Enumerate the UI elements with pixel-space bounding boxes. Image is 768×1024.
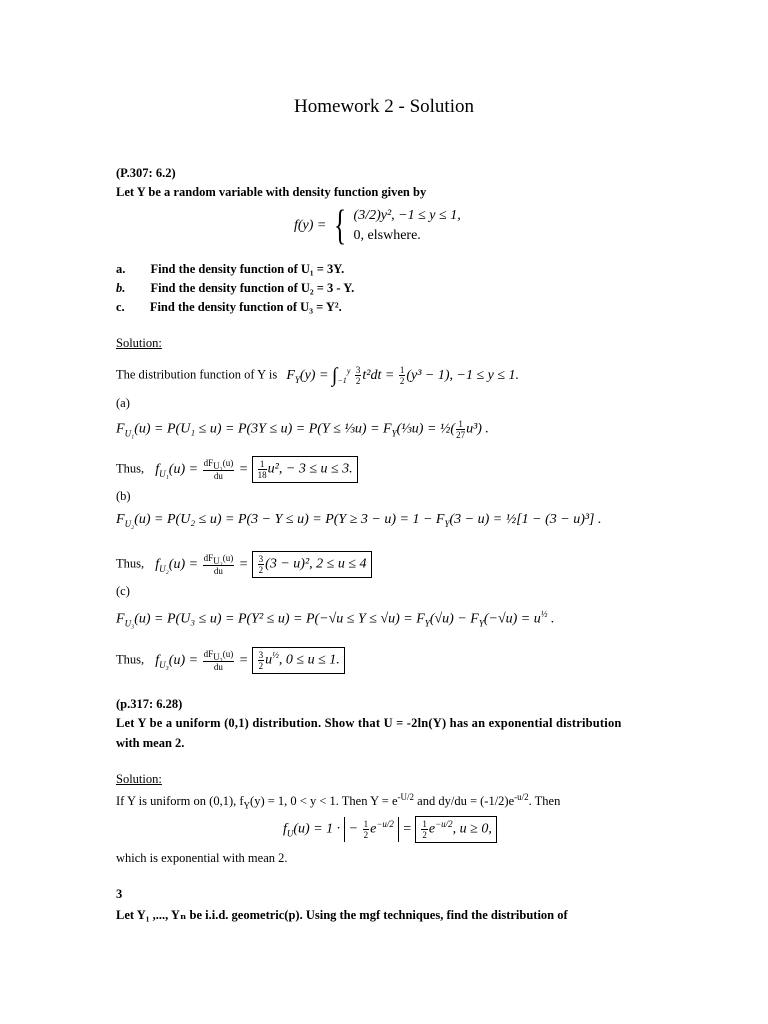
fraction-1-18: $\frac{1}{18}$ [257, 459, 267, 480]
p2-pdf-box-text: , u ≥ 0, [452, 821, 492, 837]
b-label: (b) [116, 489, 131, 503]
problem2-ref: (p.317: 6.28) [116, 697, 183, 711]
cdf-intro: The distribution function of Y is [116, 367, 278, 382]
density-case-2: 0, elswhere. [353, 228, 421, 243]
a-pdf-box-text: u², − 3 ≤ u ≤ 3. [267, 461, 353, 477]
a-pdf: $f_{U_1}(u)$ = $\frac{dF_{U_1}(u)}{du}$ = $\frac{1}{18}$ u², − 3 ≤ u ≤ 3. [155, 462, 357, 477]
page-title: Homework 2 - Solution [294, 96, 474, 117]
p2-sol-b: (y) = 1, 0 < y < 1. Then Y = e [250, 794, 398, 809]
problem1-statement: Let Y be a random variable with density function given by [116, 185, 427, 199]
deriv-c: $\frac{dF_{U_3}(u)}{du}$ [203, 648, 234, 673]
part-b [116, 281, 354, 296]
deriv-b: $\frac{dF_{U_2}(u)}{du}$ [203, 552, 234, 577]
b-pdf-line [116, 551, 372, 578]
b-cdf-tail: (3 − u) = ½[1 − (3 − u)³] . [449, 512, 602, 527]
thus-a: Thus, [116, 461, 145, 476]
p2-pdf-box: $\frac{1}{2}$ $e^{-u/2}$, u ≥ 0, [415, 816, 496, 843]
a-cdf: (u) = P(U₁ ≤ u) = P(3Y ≤ u) = P(Y ≤ ⅓u) = F [134, 421, 392, 437]
a-cdf-end: u³) . [466, 421, 489, 437]
p2-conclusion: which is exponential with mean 2. [116, 851, 288, 865]
a-label: (a) [116, 396, 130, 410]
p2-pdf-f: f [283, 821, 287, 837]
p2-sol-c: and dy/du = (-1/2)e [414, 794, 515, 809]
c-pdf-box-u: u [265, 652, 273, 668]
part-b-label: b. [116, 281, 126, 295]
p2-pdf-line: $f_U(u) = 1$ · − $\frac{1}{2}$ $e^{-u/2}$ = $\frac{1}{2}$ $e^{-u/2}$, u ≥ 0, [283, 816, 497, 843]
cdf-line [116, 364, 519, 387]
b-cdf-line: $F_{U_2}(u) = P(U_2 \le u) = P(3 - Y \le u) = P(Y \ge 3 - u) = 1 - F_Y(3 - u)$ = ½[1 − (3 − u)³] . [116, 512, 602, 529]
b-cdf: (u) = P(U₂ ≤ u) = P(3 − Y ≤ u) = P(Y ≥ 3 − u) = 1 − F [134, 512, 445, 527]
b-pdf-box [252, 551, 372, 578]
cdf-F: F [286, 367, 295, 383]
fraction-3-2-c: $\frac{3}{2}$ [258, 650, 264, 671]
fraction-3-2: $\frac{3}{2}$ [355, 365, 361, 386]
c-pdf: $f_{U_3}(u)$ = $\frac{dF_{U_3}(u)}{du}$ = $\frac{3}{2}$ $u^{\frac{1}{2}}$, 0 ≤ u ≤ 1. [155, 653, 345, 668]
b-pdf-box-text: (3 − u)², 2 ≤ u ≤ 4 [265, 556, 367, 572]
a-cdf-tail: (⅓u) = ½( [396, 421, 456, 437]
p2-sol-a: If Y is uniform on (0,1), f [116, 794, 244, 809]
cdf-arg: (y) = [299, 367, 329, 383]
deriv-a: $\frac{dF_{U_1}(u)}{du}$ [203, 457, 234, 482]
a-pdf-line [116, 456, 358, 483]
thus-c: Thus, [116, 652, 145, 667]
cdf-tail: (y³ − 1), −1 ≤ y ≤ 1. [406, 367, 520, 383]
thus-b: Thus, [116, 556, 145, 571]
abs-value: − $\frac{1}{2}$ $e^{-u/2}$ [344, 817, 399, 842]
a-pdf-box [252, 456, 358, 483]
fraction-1-2-box: $\frac{1}{2}$ [422, 819, 427, 840]
problem3-number: 3 [116, 887, 123, 901]
c-pdf-box-tail: , 0 ≤ u ≤ 1. [278, 652, 340, 668]
fraction-1-2-p2: $\frac{1}{2}$ [363, 819, 369, 840]
part-a [116, 262, 344, 277]
part-c-text: Find the density function of U₃ = Y². [149, 300, 342, 314]
part-a-label: a. [116, 262, 126, 276]
fraction-1-27: $\frac{1}{27}$ [456, 419, 466, 440]
solution-label-1: Solution: [116, 336, 162, 350]
cdf-body: t²dt = [362, 367, 395, 383]
p2-solution-line: If Y is uniform on (0,1), $f_Y(y) = 1$, 0 < y < 1. Then $Y = e^{-U/2}$ and $dy/du = (-1/2)e^{-u/2}$. Then [116, 792, 561, 811]
density-case-1: (3/2)y², −1 ≤ y ≤ 1, [353, 208, 461, 223]
p2-exp1: -U/2 [397, 792, 415, 802]
p2-pdf-mid: (u) = 1 · [293, 821, 341, 837]
p2-sol-d: . Then [528, 794, 561, 809]
c-cdf: (u) = P(U₃ ≤ u) = P(Y² ≤ u) = P(−√u ≤ Y ≤ √u) = F [134, 611, 425, 627]
part-c [116, 300, 342, 315]
c-cdf-line: $F_{U_3}(u) = P(U_3 \le u) = P(Y^2 \le u) = P(-√u \le Y \le √u) = F_Y(√u) - F_Y(-√u) = u^{\frac{1}{2}}$ . [116, 609, 555, 629]
p2-exp2: -u/2 [514, 792, 529, 802]
problem3-statement: Let Y₁ ,..., Yₙ be i.i.d. geometric(p). Using the mgf techniques, find the distribution of [116, 908, 568, 922]
fraction-3-2-b: $\frac{3}{2}$ [258, 554, 264, 575]
problem1-ref: (P.307: 6.2) [116, 166, 176, 180]
cdf-formula: $F_Y(y) = \int_{-1}^y$ $\frac{3}{2}$ t²dt = $\frac{1}{2}$ (y³ − 1), −1 ≤ y ≤ 1. [286, 364, 520, 386]
a-cdf-line: $F_{U_1}(u) = P(U_1 \le u) = P(3Y \le u) = P(Y$ ≤ ⅓u) = $F_Y(\frac{1}{3}u)$ = ½( $\frac{1}{27}$ u³) . [116, 419, 489, 440]
density-lhs: f(y) = [294, 218, 327, 234]
part-b-text: Find the density function of U₂ = 3 - Y. [150, 281, 355, 295]
problem2-statement-1: Let Y be a uniform (0,1) distribution. Show that U = -2ln(Y) has an exponential distribution [116, 716, 622, 730]
b-pdf: $f_{U_2}(u)$ = $\frac{dF_{U_2}(u)}{du}$ = $\frac{3}{2}$ (3 − u)², 2 ≤ u ≤ 4 [155, 557, 371, 572]
part-c-label: c. [116, 300, 125, 314]
part-a-text: Find the density function of U₁ = 3Y. [150, 262, 345, 276]
c-pdf-box: $\frac{3}{2}$ $u^{\frac{1}{2}}$, 0 ≤ u ≤ 1. [252, 647, 345, 674]
solution-label-2: Solution: [116, 772, 162, 786]
c-cdf-tail: (−√u) = u [483, 611, 541, 627]
left-brace-glyph: { [333, 203, 347, 249]
c-pdf-line [116, 647, 345, 674]
integral-sign-glyph: ∫ [331, 364, 338, 386]
c-label: (c) [116, 584, 130, 598]
c-cdf-mid: (√u) − F [429, 611, 479, 627]
fraction-1-2: $\frac{1}{2}$ [399, 365, 405, 386]
density-definition [294, 203, 461, 249]
density-cases [354, 206, 461, 246]
problem2-statement-2: with mean 2. [116, 736, 185, 750]
